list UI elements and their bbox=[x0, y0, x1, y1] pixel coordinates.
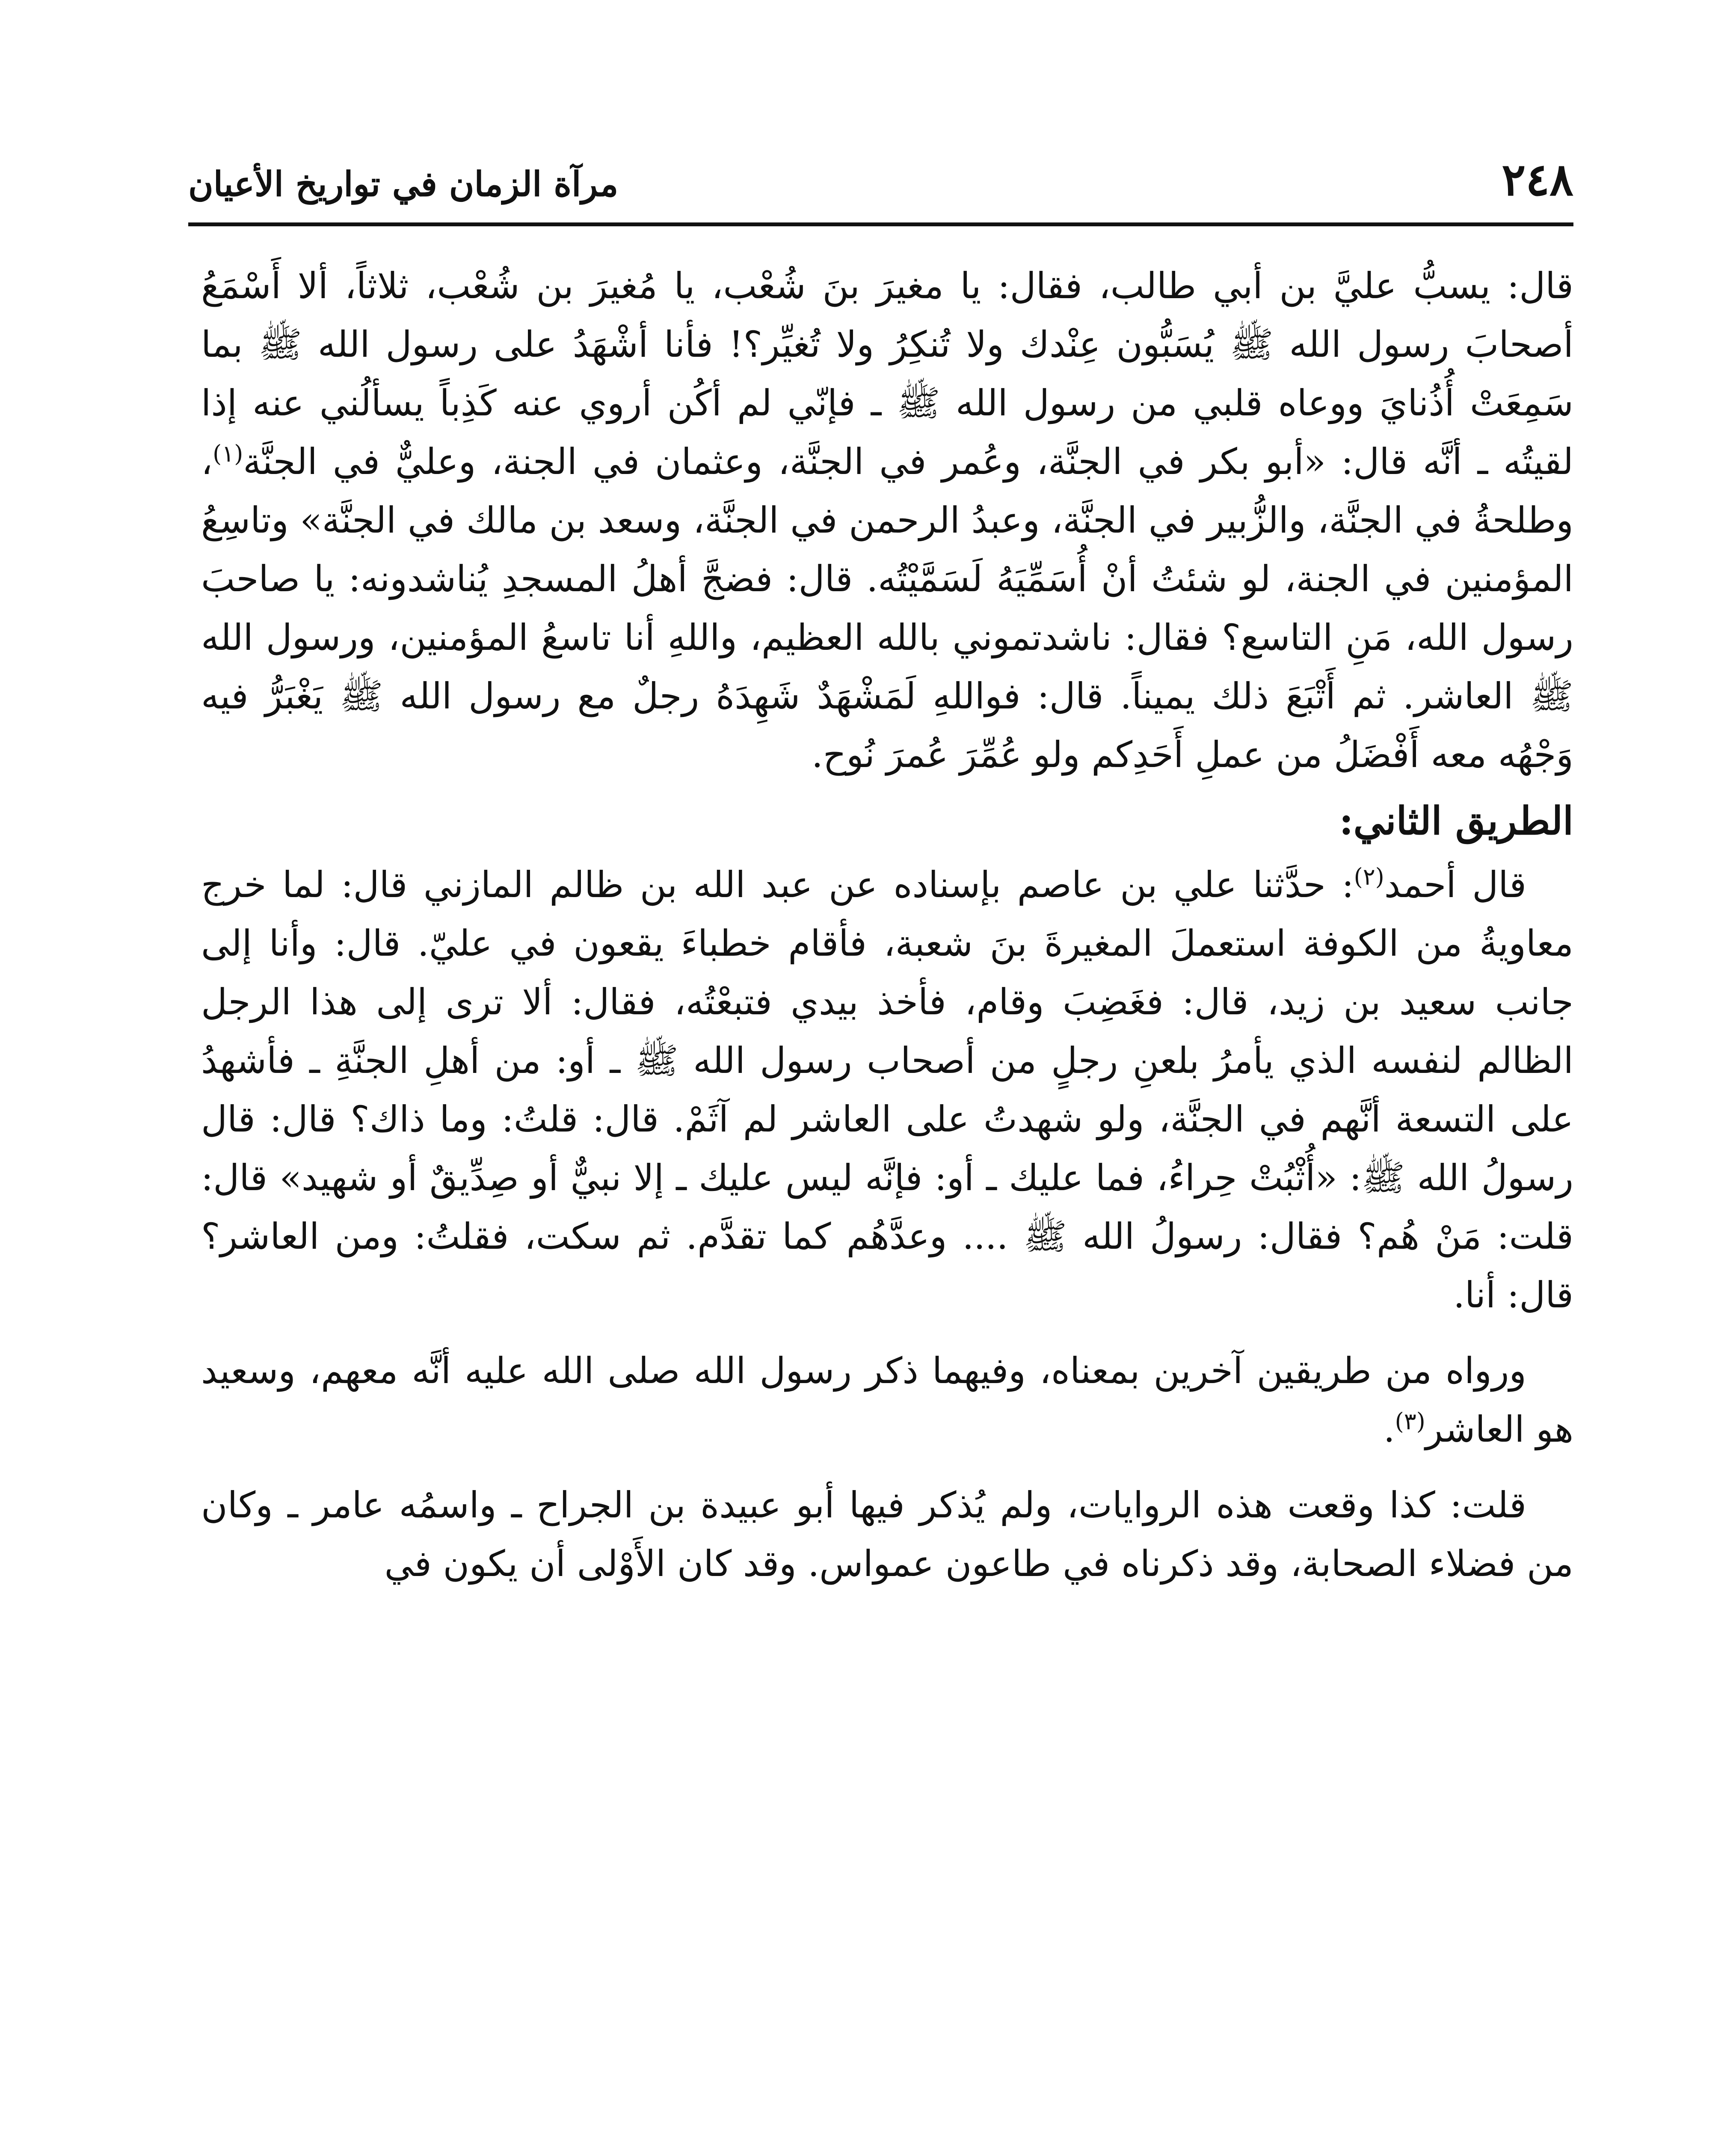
footnote-ref-1: (١) bbox=[213, 440, 243, 467]
footnote-ref-3: (٣) bbox=[1395, 1408, 1425, 1435]
section-heading: الطريق الثاني: bbox=[1339, 798, 1573, 844]
footnote-ref-2: (٢) bbox=[1354, 863, 1384, 890]
paragraph-3 bbox=[201, 1342, 1573, 1459]
paragraph-4: قلت: كذا وقعت هذه الروايات، ولم يُذكر فيها أبو عبيدة بن الجراح ـ واسمُه عامر ـ وكان من فضلاء الصحابة، وقد ذكرناه في طاعون عمواس. وقد كان الأَوْلى أن يكون في bbox=[201, 1484, 1573, 1585]
paragraph-3-text-a: ورواه من طريقين آخرين بمعناه، وفيهما ذكر رسول الله صلى الله عليه أنَّه معهم، وسعيد هو العاشر bbox=[201, 1350, 1573, 1450]
page-header bbox=[188, 150, 1573, 218]
paragraph-1-text-a: قال: يسبُّ عليَّ بن أبي طالب، فقال: يا مغيرَ بنَ شُعْب، يا مُغيرَ بن شُعْب، ثلاثاً، ألا أَسْمَعُ أصحابَ رسول الله ﷺ يُسَبُّون عِنْدك ولا تُنكِرُ ولا تُغيِّر؟! فأنا أشْهَدُ على رسول الله ﷺ بما سَمِعَتْ أُذُنايَ ووعاه قلبي من رسول الله ﷺ ـ فإنّي لم أكُن أروي عنه كَذِباً يسألُني عنه إذا لقيتُه ـ أنَّه قال: «أبو بكر في الجنَّة، وعُمر في الجنَّة، وعثمان في الجنة، وعليٌّ في الجنَّة bbox=[201, 265, 1573, 483]
header-rule bbox=[188, 222, 1573, 226]
main-text bbox=[201, 257, 1573, 1593]
running-title: مرآة الزمان في تواريخ الأعيان bbox=[188, 164, 619, 204]
page-number: ٢٤٨ bbox=[1502, 153, 1573, 206]
paragraph-1 bbox=[201, 257, 1573, 784]
paragraph-3-text-b: . bbox=[1383, 1408, 1395, 1450]
paragraph-2-text-a: قال أحمد bbox=[1384, 864, 1526, 906]
paragraph-1-text-b: ، وطلحةُ في الجنَّة، والزُّبير في الجنَّة، وعبدُ الرحمن في الجنَّة، وسعد بن مالك في الجنَّة» وتاسِعُ المؤمنين في الجنة، لو شئتُ أنْ أُسَمِّيَهُ لَسَمَّيْتُه. قال: فضجَّ أهلُ المسجدِ يُناشدونه: يا صاحبَ رسول الله، مَنِ التاسع؟ فقال: ناشدتموني بالله العظيم، واللهِ أنا تاسعُ المؤمنين، ورسول الله ﷺ العاشر. ثم أَتْبَعَ ذلك يميناً. قال: فواللهِ لَمَشْهَدٌ شَهِدَهُ رجلٌ مع رسول الله ﷺ يَغْبَرُّ فيه وَجْهُه معه أَفْضَلُ من عملِ أَحَدِكم ولو عُمِّرَ عُمرَ نُوح. bbox=[201, 441, 1573, 776]
paragraph-2 bbox=[201, 856, 1573, 1324]
paragraph-2-text-b: : حدَّثنا علي بن عاصم بإسناده عن عبد الله بن ظالم المازني قال: لما خرج معاويةُ من الكوفة استعملَ المغيرةَ بنَ شعبة، فأقام خطباءَ يقعون في عليّ. قال: وأنا إلى جانب سعيد بن زيد، قال: فغَضِبَ وقام، فأخذ بيدي فتبعْتُه، فقال: ألا ترى إلى هذا الرجل الظالم لنفسه الذي يأمرُ بلعنِ رجلٍ من أصحاب رسول الله ﷺ ـ أو: من أهلِ الجنَّةِ ـ فأشهدُ على التسعة أنَّهم في الجنَّة، ولو شهدتُ على العاشر لم آثَمْ. قال: قلتُ: وما ذاك؟ قال: قال رسولُ الله ﷺ: «أُثْبُتْ حِراءُ، فما عليك ـ أو: فإنَّه ليس عليك ـ إلا نبيٌّ أو صِدِّيقٌ أو شهيد» قال: قلت: مَنْ هُم؟ فقال: رسولُ الله ﷺ .... وعدَّهُم كما تقدَّم. ثم سكت، فقلتُ: ومن العاشر؟ قال: أنا. bbox=[201, 864, 1573, 1316]
